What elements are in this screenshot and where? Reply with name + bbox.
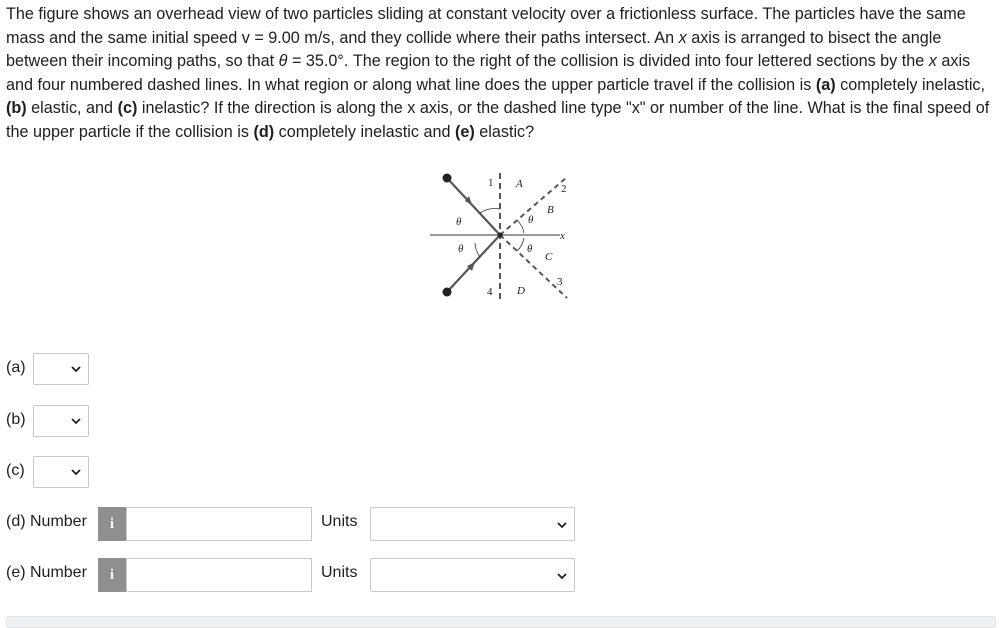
dashed-line-3 <box>500 235 567 298</box>
answer-b-dropdown[interactable] <box>33 405 89 437</box>
lower-particle <box>443 288 452 297</box>
region-label-b: B <box>547 204 554 216</box>
problem-statement: The figure shows an overhead view of two particles sliding at constant velocity over a frictionless surface. The particles have the same mass and the same initial speed v = 9.00 m/s, and they collide where their paths intersect. An x axis is arranged to bisect the angle between their incoming paths, so that θ = 35.0°. The region to the right of the collision is divided into four lettered sections by the x axis and four numbered dashed lines. In what region or along what line does the upper particle travel if the collision is (a) completely inelastic, (b) elastic, and (c) inelastic? If the direction is along the x axis, or the dashed line type "x" or number of the line. What is the final speed of the upper particle if the collision is (d) completely inelastic and (e) elastic? <box>6 5 990 141</box>
info-button-e[interactable]: i <box>98 558 126 592</box>
line-label-3: 3 <box>557 276 563 288</box>
theta-label-upper-right: θ <box>528 214 534 226</box>
answer-d-units-label: Units <box>321 513 358 530</box>
answer-e-number-input[interactable] <box>126 558 312 592</box>
theta-label-lower-left: θ <box>458 243 464 255</box>
x-axis-label: x <box>560 230 565 242</box>
answer-e-units-dropdown[interactable] <box>370 558 575 592</box>
region-label-c: C <box>545 251 553 263</box>
chevron-down-icon <box>70 363 82 375</box>
collision-point <box>498 233 503 238</box>
region-label-d: D <box>517 285 525 297</box>
answer-a-label: (a) <box>6 359 26 376</box>
theta-label-lower-right: θ <box>527 243 533 255</box>
chevron-down-icon <box>70 415 82 427</box>
region-label-a: A <box>516 178 523 190</box>
answer-a-dropdown[interactable] <box>33 353 89 385</box>
chevron-down-icon <box>556 519 568 531</box>
chevron-down-icon <box>70 466 82 478</box>
info-button-d[interactable]: i <box>98 507 126 541</box>
answer-e-label: (e) Number <box>6 564 87 581</box>
answer-c-dropdown[interactable] <box>33 456 89 488</box>
collision-figure <box>425 165 585 305</box>
answer-d-label: (d) Number <box>6 513 87 530</box>
answer-d-number-input[interactable] <box>126 507 312 541</box>
line-label-1: 1 <box>488 177 494 189</box>
answer-e-units-label: Units <box>321 564 358 581</box>
theta-label-upper-left: θ <box>456 216 462 228</box>
bottom-panel-edge <box>6 616 996 628</box>
line-label-4: 4 <box>487 286 493 298</box>
dashed-line-2 <box>500 177 567 235</box>
line-label-2: 2 <box>561 183 567 195</box>
answer-c-label: (c) <box>6 462 25 479</box>
answer-d-units-dropdown[interactable] <box>370 507 575 541</box>
answer-b-label: (b) <box>6 411 26 428</box>
upper-particle <box>443 174 452 183</box>
chevron-down-icon <box>556 570 568 582</box>
